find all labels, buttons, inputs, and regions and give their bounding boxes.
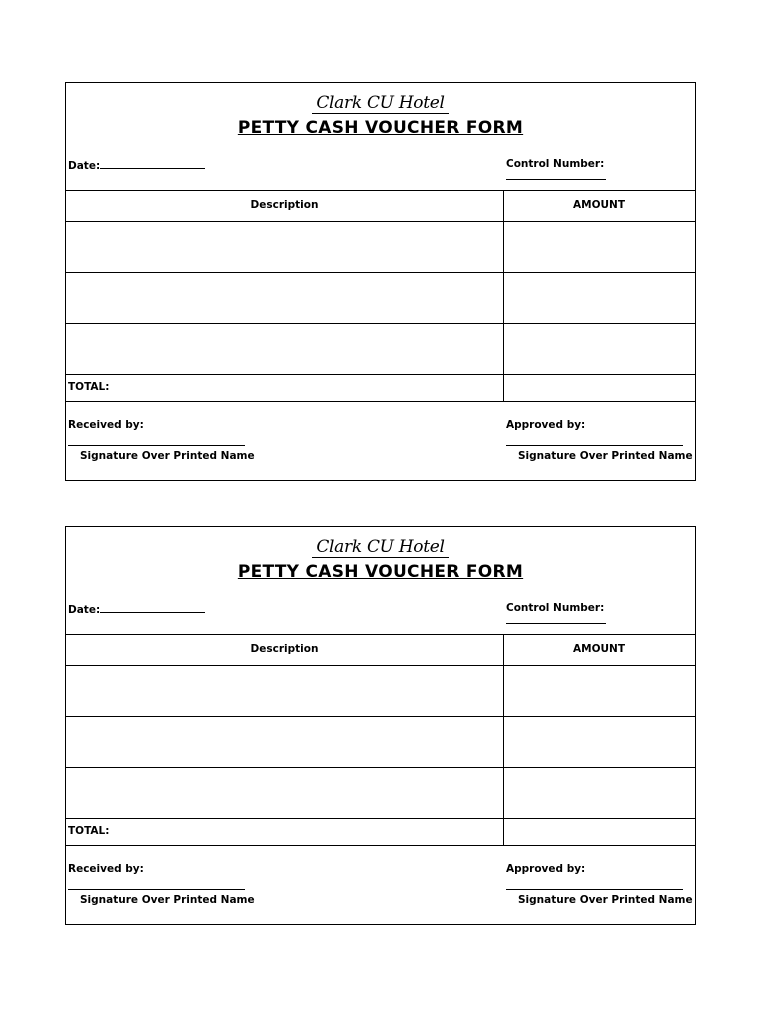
approved-by-label: Approved by: — [506, 419, 586, 431]
table-row[interactable] — [66, 768, 695, 819]
date-fill-line[interactable] — [100, 603, 205, 613]
date-label: Date: — [68, 604, 101, 616]
total-label: TOTAL: — [68, 825, 110, 837]
date-field[interactable] — [68, 603, 205, 616]
approved-signature-line[interactable] — [506, 445, 683, 446]
voucher-form-2 — [65, 526, 696, 925]
table-row[interactable] — [66, 717, 695, 768]
table-header-row — [66, 191, 695, 222]
received-by-label: Received by: — [68, 863, 144, 875]
received-signature-caption: Signature Over Printed Name — [80, 894, 255, 906]
total-label: TOTAL: — [68, 381, 110, 393]
approved-signature-caption: Signature Over Printed Name — [518, 450, 693, 462]
table-header-row — [66, 635, 695, 666]
received-signature-caption: Signature Over Printed Name — [80, 450, 255, 462]
total-row[interactable] — [66, 375, 695, 402]
received-signature-line[interactable] — [68, 889, 245, 890]
control-number-fill-line[interactable] — [506, 170, 606, 180]
control-number-label: Control Number: — [506, 602, 605, 614]
description-header: Description — [250, 643, 319, 655]
voucher-table — [66, 190, 695, 401]
approved-signature-line[interactable] — [506, 889, 683, 890]
description-header: Description — [250, 199, 319, 211]
date-label: Date: — [68, 160, 101, 172]
received-signature-line[interactable] — [68, 445, 245, 446]
control-number-label: Control Number: — [506, 158, 605, 170]
control-number-field[interactable] — [506, 602, 695, 627]
table-row[interactable] — [66, 273, 695, 324]
received-by-label: Received by: — [68, 419, 144, 431]
hotel-brand: Clark CU Hotel — [66, 93, 695, 113]
amount-header: AMOUNT — [573, 643, 625, 655]
hotel-brand: Clark CU Hotel — [66, 537, 695, 557]
approved-signature-caption: Signature Over Printed Name — [518, 894, 693, 906]
table-row[interactable] — [66, 222, 695, 273]
date-fill-line[interactable] — [100, 159, 205, 169]
date-field[interactable] — [68, 159, 205, 172]
form-title: PETTY CASH VOUCHER FORM — [237, 562, 524, 582]
table-row[interactable] — [66, 324, 695, 375]
amount-header: AMOUNT — [573, 199, 625, 211]
approved-by-label: Approved by: — [506, 863, 586, 875]
control-number-field[interactable] — [506, 158, 695, 183]
total-row[interactable] — [66, 819, 695, 846]
control-number-fill-line[interactable] — [506, 614, 606, 624]
voucher-form-1 — [65, 82, 696, 481]
voucher-table — [66, 634, 695, 845]
form-title: PETTY CASH VOUCHER FORM — [237, 118, 524, 138]
table-row[interactable] — [66, 666, 695, 717]
